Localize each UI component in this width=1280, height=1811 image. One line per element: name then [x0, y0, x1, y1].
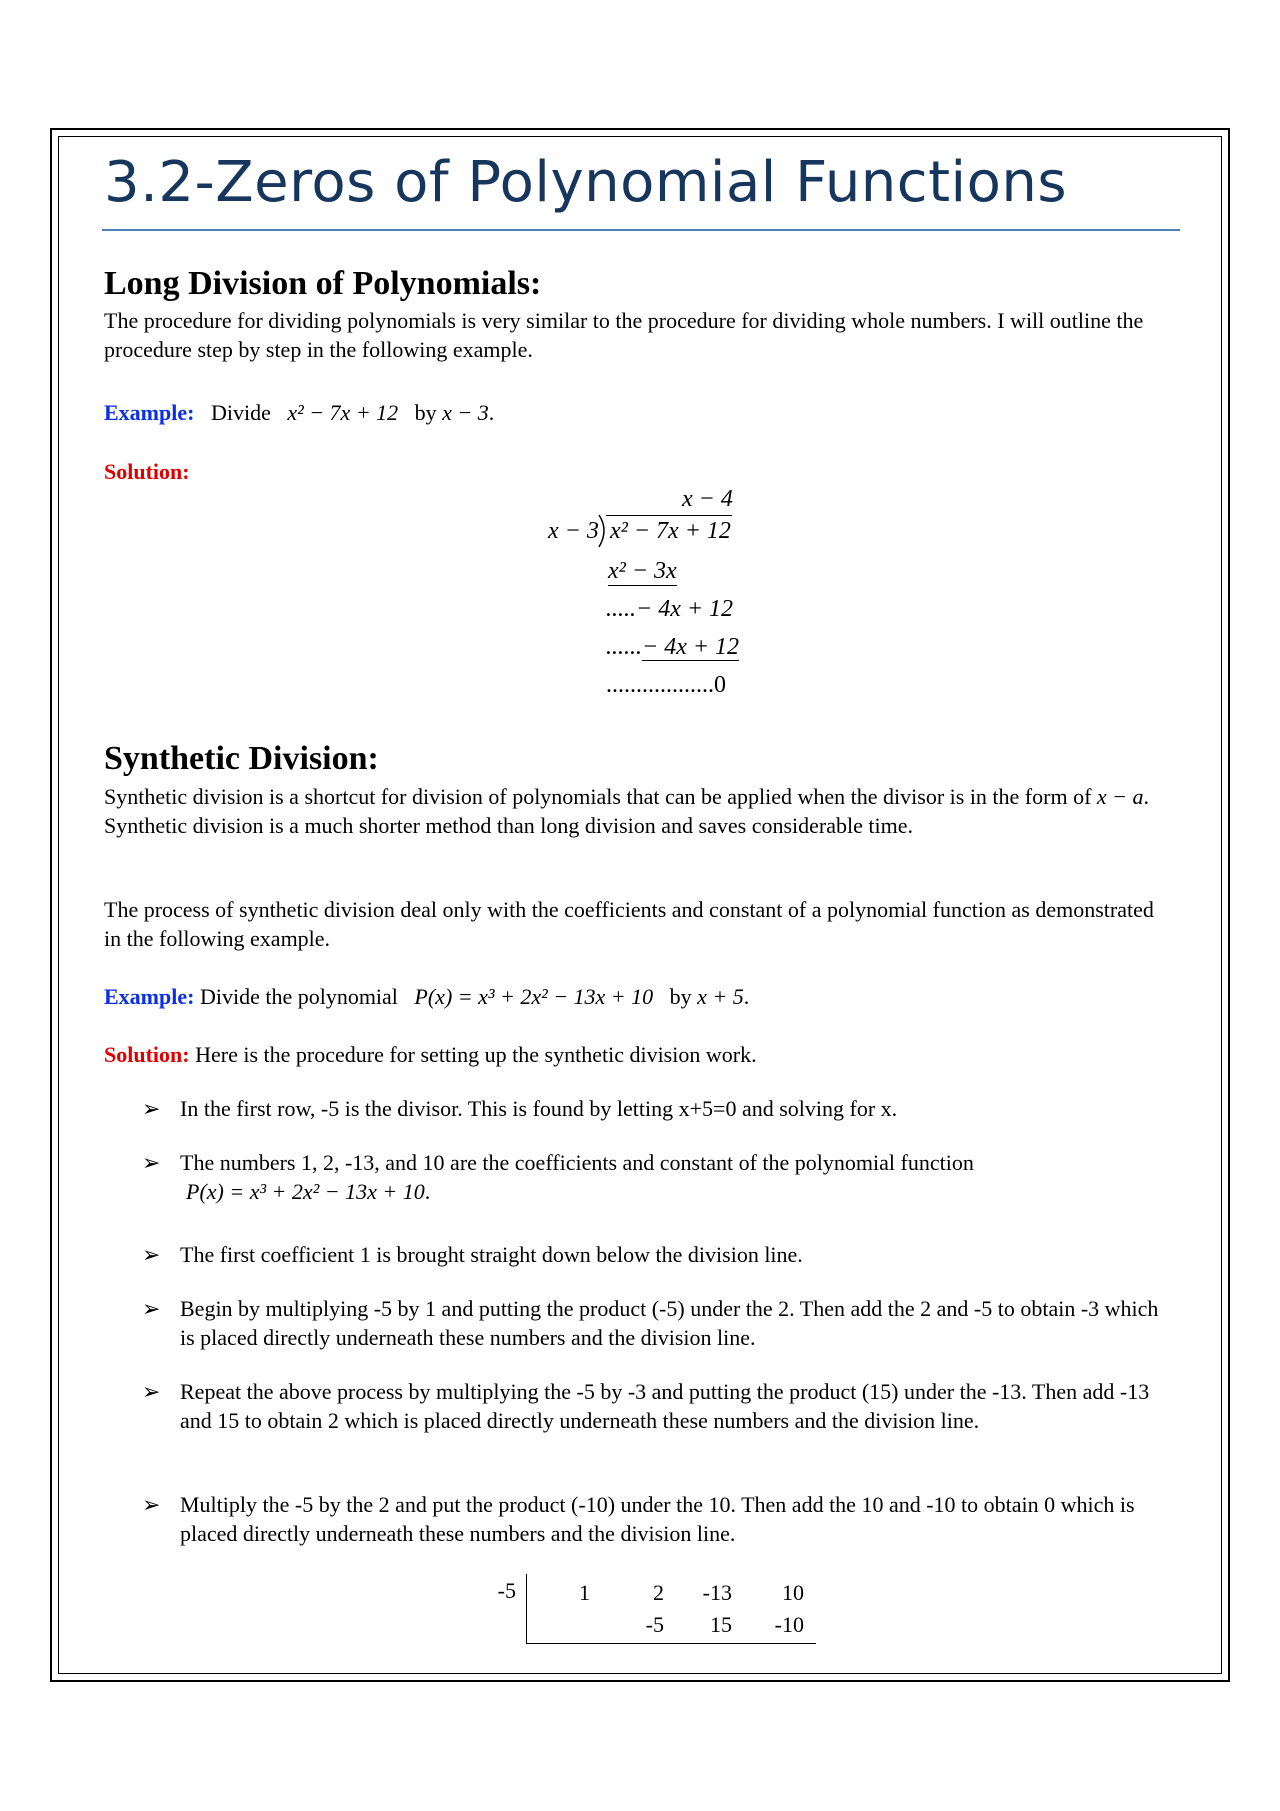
synthetic-example: Example: Divide the polynomial P(x) = x³ + 2x² − 13x + 10 by x + 5.: [104, 984, 750, 1009]
ld-remainder: ..................0: [606, 672, 726, 698]
ld-dividend: x² − 7x + 12: [610, 518, 731, 544]
ld-divisor: x − 3: [548, 518, 599, 544]
example-dividend: x² − 7x + 12: [287, 400, 399, 425]
long-division-solution-label: Solution:: [104, 459, 190, 484]
syn-r2-c2: -5: [645, 1612, 664, 1637]
synthetic-division-heading: Synthetic Division:: [104, 740, 379, 777]
bullet-item-2: ➢ The numbers 1, 2, -13, and 10 are the coefficients and constant of the polynomial function P(x) = x³ + 2x² − 13x + 10.: [142, 1150, 974, 1204]
ld-quotient: x − 4: [682, 486, 733, 512]
bullet-item-4: ➢ Begin by multiplying -5 by 1 and putting the product (-5) under the 2. Then add the 2 and -5 to obtain -3 which is placed directly underneath these numbers and the division line.: [142, 1296, 1159, 1350]
ld-division-bar: [606, 515, 732, 516]
syn-r2-c3: 15: [710, 1612, 732, 1637]
long-division-intro: The procedure for dividing polynomials is very similar to the procedure for dividing whole numbers. I will outline the procedure step by step in the following example.: [104, 308, 1144, 362]
syn-r1-c2: 2: [653, 1580, 664, 1605]
arrow-bullet-icon: ➢: [142, 1296, 161, 1321]
example-text: Divide: [210, 400, 271, 425]
arrow-bullet-icon: ➢: [142, 1096, 161, 1121]
example-divisor: x − 3: [442, 400, 489, 425]
syn-r1-c4: 10: [782, 1580, 804, 1605]
ld-step1: x² − 3x: [608, 558, 677, 584]
synthetic-intro-2: The process of synthetic division deal only with the coefficients and constant of a polynomial function as demonstrated in the following example.: [104, 897, 1154, 951]
bullet-item-3: ➢ The first coefficient 1 is brought straight down below the division line.: [142, 1242, 803, 1267]
bullet-item-6: ➢ Multiply the -5 by the 2 and put the product (-10) under the 10. Then add the 10 and -10 to obtain 0 which is placed directly underneath these numbers and the division line.: [142, 1492, 1135, 1546]
example-by: by: [414, 400, 437, 425]
synthetic-example-label: Example:: [104, 984, 195, 1009]
arrow-bullet-icon: ➢: [142, 1379, 161, 1404]
long-division-heading: Long Division of Polynomials:: [104, 265, 542, 302]
page-title: 3.2-Zeros of Polynomial Functions: [104, 150, 1068, 215]
synthetic-intro-1: Synthetic division is a shortcut for division of polynomials that can be applied when the divisor is in the form of x − a. Synthetic division is a much shorter method than long division and saves considerable time.: [104, 784, 1150, 838]
syn-r2-c4: -10: [774, 1612, 804, 1637]
synthetic-example-poly: P(x) = x³ + 2x² − 13x + 10: [414, 984, 654, 1009]
arrow-bullet-icon: ➢: [142, 1150, 161, 1175]
syn-division-line: [526, 1643, 816, 1644]
title-underline: [102, 229, 1180, 231]
bullet-item-1: ➢ In the first row, -5 is the divisor. This is found by letting x+5=0 and solving for x.: [142, 1096, 898, 1121]
syn-r1-c3: -13: [702, 1580, 732, 1605]
example-label: Example:: [104, 400, 195, 425]
synthetic-solution-text: Here is the procedure for setting up the synthetic division work.: [195, 1042, 757, 1067]
bullet-item-5: ➢ Repeat the above process by multiplying the -5 by -3 and putting the product (15) under the -13. Then add -13 and 15 to obtain 2 which is placed directly underneath these numbers and the division line.: [142, 1379, 1150, 1433]
ld-step2: .....− 4x + 12: [606, 596, 734, 622]
synthetic-solution: [104, 1040, 757, 1069]
syn-r1-c1: 1: [579, 1580, 590, 1605]
syn-vertical-line: [526, 1574, 527, 1644]
bullet2-polynomial: P(x) = x³ + 2x² − 13x + 10: [186, 1179, 425, 1204]
synthetic-example-divisor: x + 5: [697, 984, 744, 1009]
long-division-example: Example: Divide x² − 7x + 12 by x − 3.: [104, 400, 495, 425]
syn-divisor: -5: [497, 1578, 516, 1603]
arrow-bullet-icon: ➢: [142, 1242, 161, 1267]
arrow-bullet-icon: ➢: [142, 1492, 161, 1517]
synthetic-example-text: Divide the polynomial: [199, 984, 398, 1009]
synthetic-solution-label: Solution:: [104, 1042, 190, 1067]
ld-step3: ......− 4x + 12: [606, 634, 740, 660]
synthetic-intro-math: x − a: [1096, 784, 1144, 809]
